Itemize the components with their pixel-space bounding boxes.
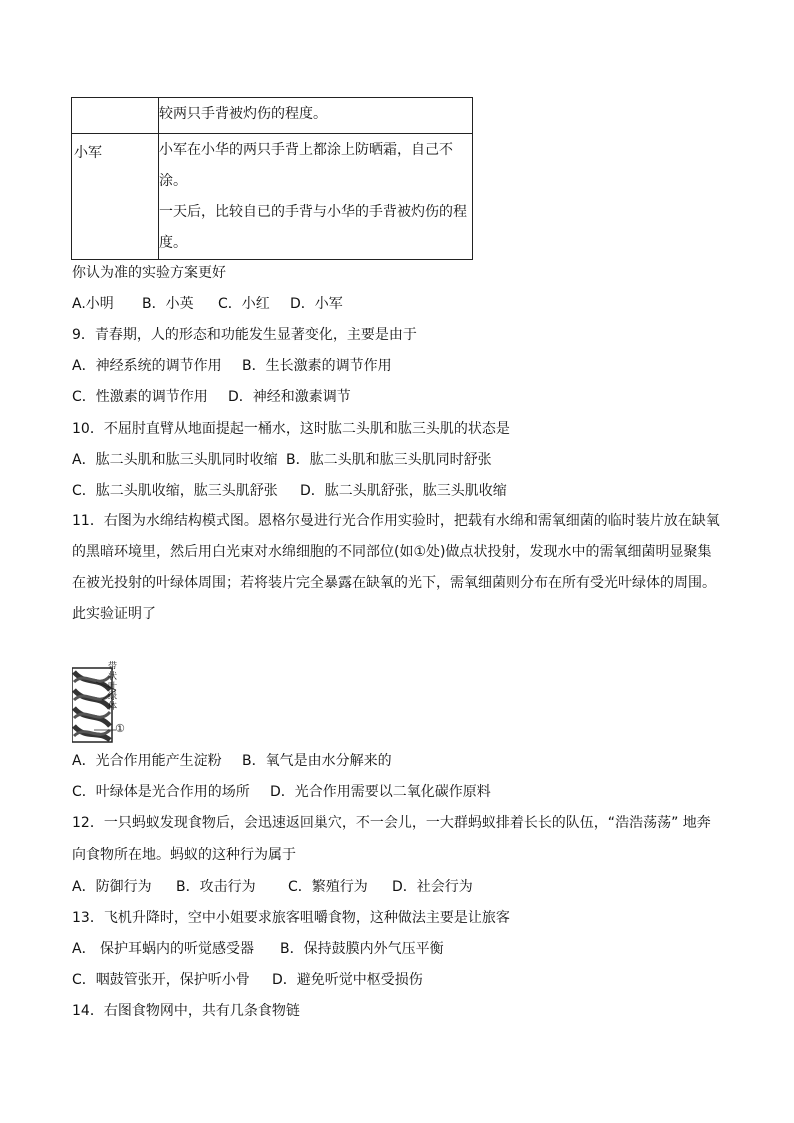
experiment-table xyxy=(71,97,473,260)
option-d: D．肱二头肌舒张，肱三头肌收缩 xyxy=(300,483,507,499)
option-a: A．神经系统的调节作用 xyxy=(72,358,222,374)
stem-line: 的黑暗环境里，然后用白光束对水绵细胞的不同部位(如①处)做点状投射，发现水中的需氧细菌明显聚集 xyxy=(72,544,712,560)
option-b: B．攻击行为 xyxy=(176,879,256,895)
option-d: D．避免听觉中枢受损伤 xyxy=(272,972,423,988)
figure-label: 带状叶绿体 xyxy=(108,662,118,712)
option-c: C．叶绿体是光合作用的场所 xyxy=(72,784,250,800)
option-a: A．光合作用能产生淀粉 xyxy=(72,753,222,769)
option-d: D．光合作用需要以二氧化碳作原料 xyxy=(270,784,491,800)
option-b: B．肱二头肌和肱三头肌同时舒张 xyxy=(286,452,492,468)
desc-line: 小军在小华的两只手背上都涂上防晒霜，自己不涂。 xyxy=(159,142,453,189)
spirogyra-figure xyxy=(72,660,162,744)
table-cell-desc xyxy=(159,134,473,260)
option-row xyxy=(72,751,392,771)
question-stem: 9．青春期，人的形态和功能发生显著变化，主要是由于 xyxy=(72,327,417,343)
stem-line: 11．右图为水绵结构模式图。恩格尔曼进行光合作用实验时，把载有水绵和需氧细菌的临时装片放在缺氧 xyxy=(72,513,720,529)
question-stem: 14．右图食物网中，共有几条食物链 xyxy=(72,1003,300,1019)
option-d: D．小军 xyxy=(290,296,343,312)
option-row xyxy=(72,294,343,314)
question-stem: 12．一只蚂蚁发现食物后，会迅速返回巢穴，不一会儿，一大群蚂蚁排着长长的队伍，“浩浩荡荡” 地奔 xyxy=(72,815,711,831)
option-row xyxy=(72,450,492,470)
option-a: A．防御行为 xyxy=(72,879,152,895)
option-row xyxy=(72,481,507,501)
option-row xyxy=(72,782,491,802)
option-d: D．神经和激素调节 xyxy=(228,389,351,405)
option-a: A． 保护耳蜗内的听觉感受器 xyxy=(72,941,255,957)
option-c: C．肱二头肌收缩，肱三头肌舒张 xyxy=(72,483,278,499)
stem-line: 在被光投射的叶绿体周围；若将装片完全暴露在缺氧的光下，需氧细菌则分布在所有受光叶绿体的周围。 xyxy=(72,575,716,591)
option-a: A.小明 xyxy=(72,296,114,312)
table-cell-name xyxy=(72,98,159,134)
option-d: D．社会行为 xyxy=(392,879,473,895)
option-c: C．繁殖行为 xyxy=(288,879,368,895)
question-stem xyxy=(72,506,722,630)
question-stem: 你认为准的实验方案更好 xyxy=(72,265,226,281)
option-b: B．生长激素的调节作用 xyxy=(242,358,392,374)
option-row xyxy=(72,356,392,376)
desc-line: 较两只手背被灼伤的程度。 xyxy=(159,106,327,122)
option-b: B．小英 xyxy=(142,296,194,312)
desc-line: 度。 xyxy=(159,235,187,251)
option-row xyxy=(72,877,473,897)
option-c: C．小红 xyxy=(218,296,270,312)
table-row xyxy=(72,134,473,260)
table-row xyxy=(72,98,473,134)
question-stem: 13．飞机升降时，空中小姐要求旅客咀嚼食物，这种做法主要是让旅客 xyxy=(72,910,510,926)
figure-marker: ① xyxy=(115,722,125,735)
table-cell-desc xyxy=(159,98,473,134)
desc-line: 一天后，比较自已的手背与小华的手背被灼伤的程 xyxy=(159,204,467,220)
option-row xyxy=(72,970,423,990)
option-a: A．肱二头肌和肱三头肌同时收缩 xyxy=(72,452,278,468)
option-c: C．咽鼓管张开，保护听小骨 xyxy=(72,972,250,988)
option-row xyxy=(72,387,351,407)
option-c: C．性激素的调节作用 xyxy=(72,389,208,405)
table-cell-name: 小军 xyxy=(72,134,159,260)
option-b: B．保持鼓膜内外气压平衡 xyxy=(280,941,444,957)
question-stem: 向食物所在地。蚂蚁的这种行为属于 xyxy=(72,847,296,863)
question-stem: 10．不屈肘直臂从地面提起一桶水，这时肱二头肌和肱三头肌的状态是 xyxy=(72,421,510,437)
stem-line: 此实验证明了 xyxy=(72,606,156,622)
option-b: B．氧气是由水分解来的 xyxy=(242,753,392,769)
option-row xyxy=(72,939,444,959)
